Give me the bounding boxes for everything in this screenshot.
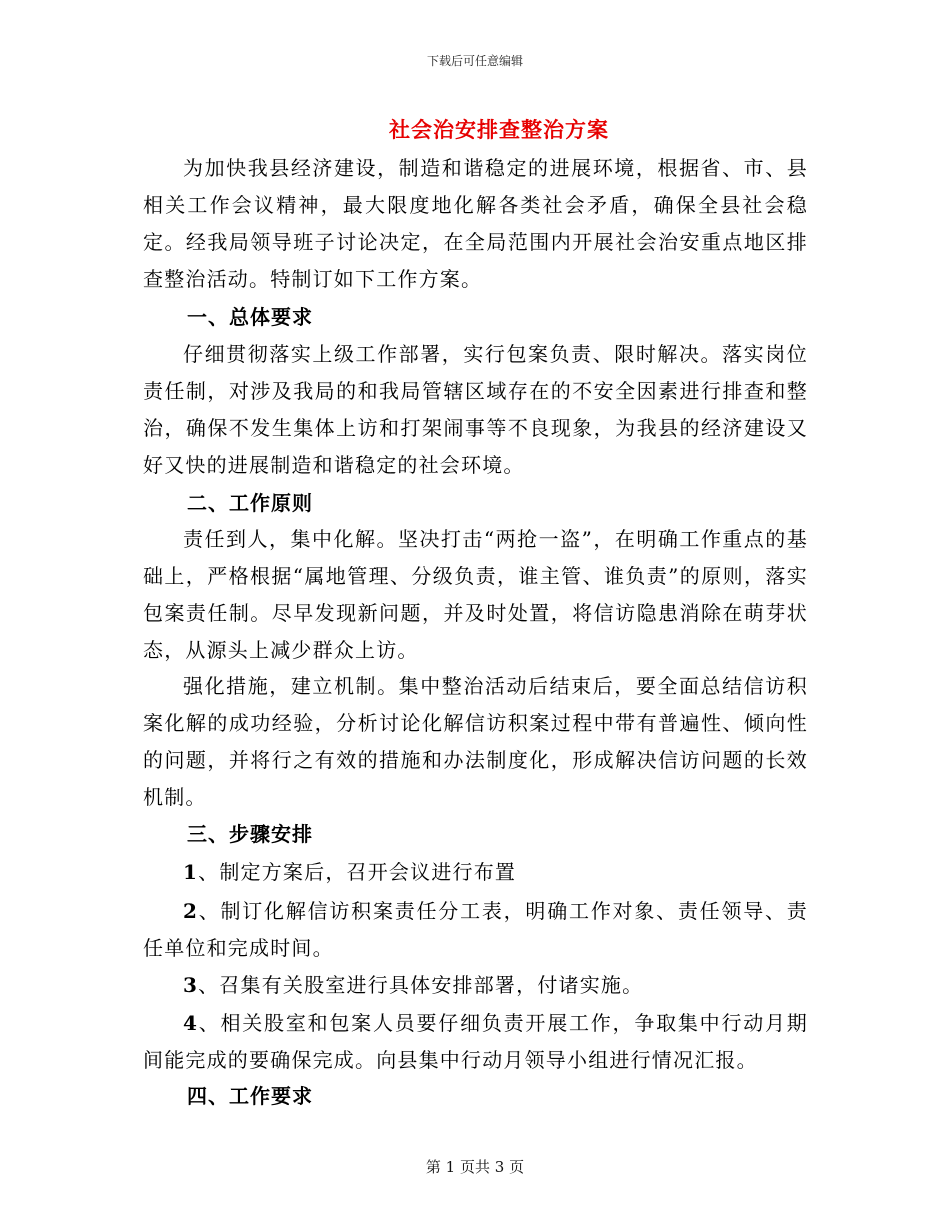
intro-paragraph: 为加快我县经济建设，制造和谐稳定的进展环境，根据省、市、县相关工作会议精神，最大限度地化解各类社会矛盾，确保全县社会稳定。经我局领导班子讨论决定，在全局范围内开展社会治安重点地区排查整治活动。特制订如下工作方案。 <box>143 156 808 291</box>
step-4-text <box>143 1005 808 1079</box>
section-heading-principles: 二、工作原则 <box>187 491 313 515</box>
step-3 <box>143 967 808 1004</box>
section-general-body <box>143 336 808 484</box>
step-3-content: 、召集有关股室进行具体安排部署，付诸实施。 <box>198 973 644 997</box>
section-principles-body-2 <box>143 668 808 816</box>
principles-paragraph-1: 责任到人，集中化解。坚决打击“两抢一盗”，在明确工作重点的基础上，严格根据“属地管理、分级负责，谁主管、谁负责”的原则，落实包案责任制。尽早发现新问题，并及时处置，将信访隐患消除在萌芽状态，从源头上减少群众上访。 <box>143 527 808 662</box>
step-3-text <box>143 967 808 1004</box>
step-4 <box>143 1005 808 1079</box>
section-heading-steps: 三、步骤安排 <box>187 822 313 846</box>
step-2-text <box>143 893 808 967</box>
intro-block <box>143 150 808 298</box>
step-1-number: 1 <box>183 860 199 884</box>
step-4-number: 4 <box>183 1011 199 1035</box>
section-heading-general: 一、总体要求 <box>187 305 313 329</box>
document-title: 社会治安排查整治方案 <box>389 117 609 142</box>
principles-paragraph-2: 强化措施，建立机制。集中整治活动后结束后，要全面总结信访积案化解的成功经验，分析讨论化解信访积案过程中带有普遍性、倾向性的问题，并将行之有效的措施和办法制度化，形成解决信访问题的长效机制。 <box>143 674 808 809</box>
page-number: 第 1 页共 3 页 <box>425 1158 525 1176</box>
section-heading-requirements: 四、工作要求 <box>187 1084 313 1108</box>
step-3-number: 3 <box>183 973 199 997</box>
section-general-paragraph: 仔细贯彻落实上级工作部署，实行包案负责、限时解决。落实岗位责任制，对涉及我局的和我局管辖区域存在的不安全因素进行排查和整治，确保不发生集体上访和打架闹事等不良现象，为我县的经济建设又好又快的进展制造和谐稳定的社会环境。 <box>143 342 808 477</box>
step-2-number: 2 <box>183 899 199 923</box>
header-note: 下载后可任意编辑 <box>426 54 523 68</box>
step-4-content: 、相关股室和包案人员要仔细负责开展工作，争取集中行动月期间能完成的要确保完成。向县集中行动月领导小组进行情况汇报。 <box>143 1011 808 1072</box>
step-1 <box>143 854 808 891</box>
step-1-text <box>143 854 808 891</box>
step-2 <box>143 893 808 967</box>
section-principles-body-1 <box>143 521 808 669</box>
step-2-content: 、制订化解信访积案责任分工表，明确工作对象、责任领导、责任单位和完成时间。 <box>143 899 808 960</box>
step-1-content: 、制定方案后，召开会议进行布置 <box>198 860 517 884</box>
